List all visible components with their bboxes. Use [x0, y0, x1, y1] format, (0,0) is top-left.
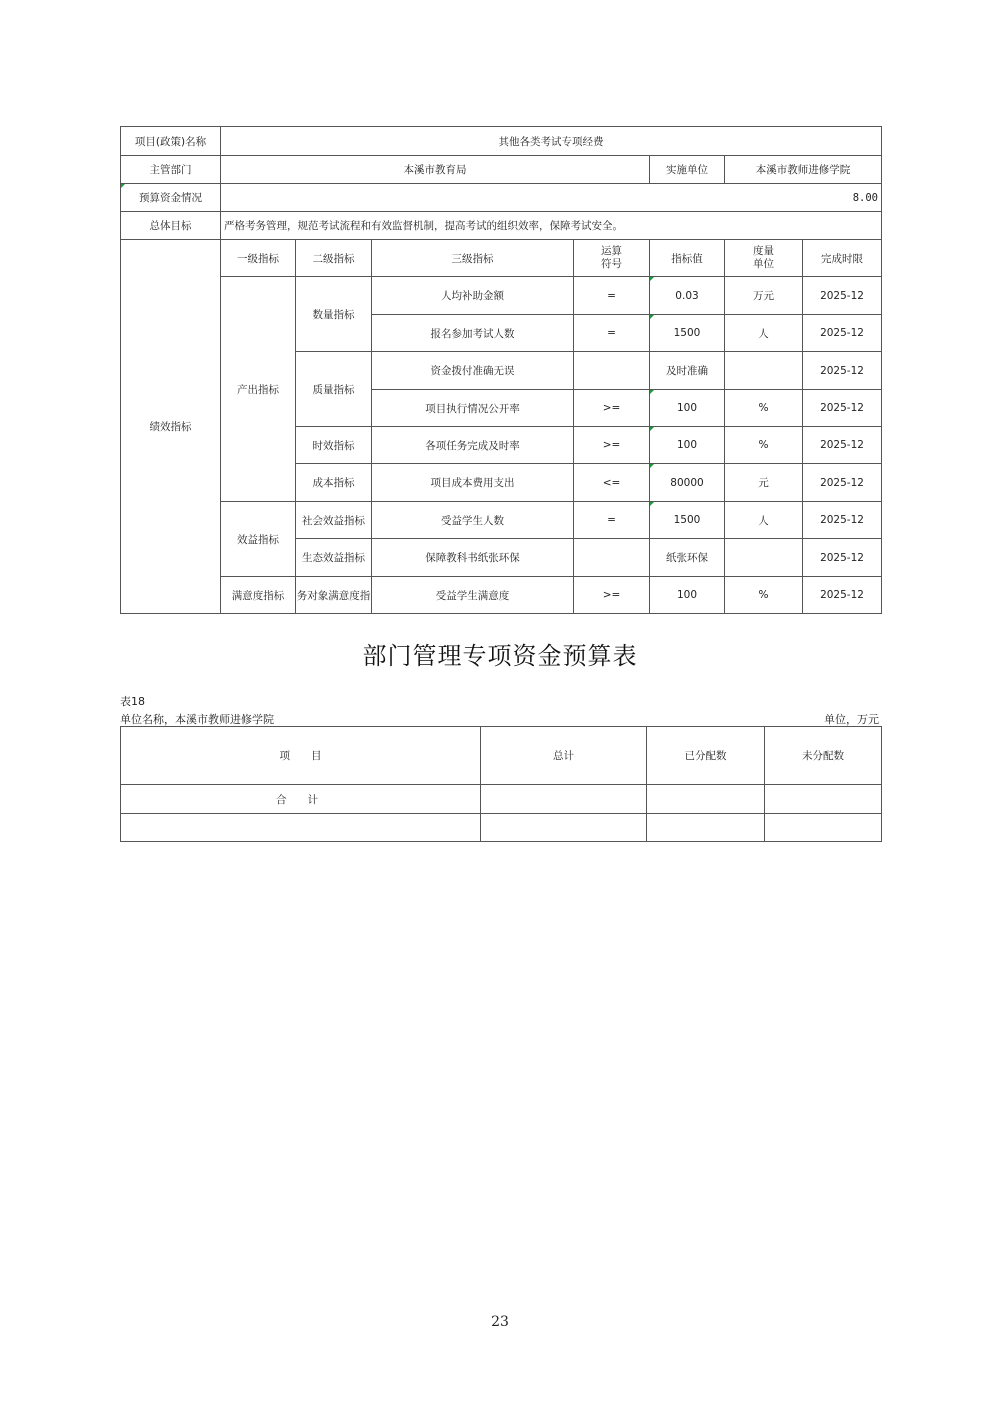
- empty-cell: [481, 814, 647, 842]
- indicator-operator: =: [574, 502, 650, 539]
- indicator-value: 100: [650, 577, 725, 614]
- group-quantity: 数量指标: [296, 277, 372, 352]
- group-quality: 质量指标: [296, 352, 372, 427]
- group-satisfaction: 满意度指标: [221, 577, 296, 614]
- budget-table: [120, 726, 882, 842]
- header-item: 项 目: [121, 727, 481, 785]
- indicator-operator: =: [574, 277, 650, 315]
- indicator-name: 保障教科书纸张环保: [372, 539, 574, 577]
- header-total: 总计: [481, 727, 647, 785]
- indicator-unit: %: [725, 390, 803, 427]
- indicator-deadline: 2025-12: [803, 427, 882, 464]
- budget-label: 预算资金情况: [121, 184, 221, 212]
- indicator-deadline: 2025-12: [803, 464, 882, 502]
- group-service-satisfaction: 务对象满意度指: [296, 577, 372, 614]
- group-eco-benefit: 生态效益指标: [296, 539, 372, 577]
- performance-indicator-table: [120, 126, 882, 614]
- header-level2: 二级指标: [296, 240, 372, 277]
- indicator-unit: %: [725, 577, 803, 614]
- unit-name: 单位名称，本溪市教师进修学院: [120, 713, 274, 726]
- indicator-name: 资金拨付准确无误: [372, 352, 574, 390]
- group-timeliness: 时效指标: [296, 427, 372, 464]
- header-level1: 一级指标: [221, 240, 296, 277]
- department-label: 主管部门: [121, 156, 221, 184]
- empty-cell: [765, 814, 882, 842]
- page-number: 23: [491, 1314, 509, 1330]
- header-unit: 度量 单位: [725, 240, 803, 277]
- unallocated-cell: [765, 785, 882, 814]
- indicator-name: 各项任务完成及时率: [372, 427, 574, 464]
- indicator-deadline: 2025-12: [803, 352, 882, 390]
- indicator-value: 1500: [650, 502, 725, 539]
- header-deadline: 完成时限: [803, 240, 882, 277]
- indicator-name: 受益学生人数: [372, 502, 574, 539]
- indicator-operator: <=: [574, 464, 650, 502]
- indicator-value: 0.03: [650, 277, 725, 315]
- total-cell: [481, 785, 647, 814]
- currency-unit: 单位，万元: [824, 713, 879, 726]
- header-unallocated: 未分配数: [765, 727, 882, 785]
- header-operator: 运算 符号: [574, 240, 650, 277]
- indicator-operator: >=: [574, 390, 650, 427]
- indicator-deadline: 2025-12: [803, 502, 882, 539]
- implementing-unit-label: 实施单位: [650, 156, 725, 184]
- total-row-label: 合 计: [121, 785, 481, 814]
- indicator-unit: 人: [725, 315, 803, 352]
- header-level3: 三级指标: [372, 240, 574, 277]
- indicator-name: 人均补助金额: [372, 277, 574, 315]
- section-title: 部门管理专项资金预算表: [362, 642, 638, 670]
- department-name: 本溪市教育局: [221, 156, 650, 184]
- indicator-name: 报名参加考试人数: [372, 315, 574, 352]
- overall-goal-text: 严格考务管理，规范考试流程和有效监督机制，提高考试的组织效率，保障考试安全。: [221, 212, 882, 240]
- indicator-operator: >=: [574, 577, 650, 614]
- indicator-deadline: 2025-12: [803, 539, 882, 577]
- indicator-operator: [574, 539, 650, 577]
- indicator-unit: 万元: [725, 277, 803, 315]
- indicator-unit: 人: [725, 502, 803, 539]
- indicator-unit: %: [725, 427, 803, 464]
- header-allocated: 已分配数: [647, 727, 765, 785]
- indicator-unit: 元: [725, 464, 803, 502]
- indicator-value: 1500: [650, 315, 725, 352]
- empty-cell: [647, 814, 765, 842]
- group-benefit: 效益指标: [221, 502, 296, 577]
- empty-cell: [121, 814, 481, 842]
- group-social-benefit: 社会效益指标: [296, 502, 372, 539]
- indicator-value: 80000: [650, 464, 725, 502]
- indicator-value: 及时准确: [650, 352, 725, 390]
- indicator-deadline: 2025-12: [803, 277, 882, 315]
- indicator-unit: [725, 539, 803, 577]
- group-output: 产出指标: [221, 277, 296, 502]
- indicator-operator: =: [574, 315, 650, 352]
- implementing-unit-name: 本溪市教师进修学院: [725, 156, 882, 184]
- project-name-label: 项目(政策)名称: [121, 127, 221, 156]
- indicator-deadline: 2025-12: [803, 390, 882, 427]
- budget-value: 8.00: [221, 184, 882, 212]
- indicator-operator: >=: [574, 427, 650, 464]
- indicator-value: 纸张环保: [650, 539, 725, 577]
- performance-indicators-label: 绩效指标: [121, 240, 221, 614]
- allocated-cell: [647, 785, 765, 814]
- overall-goal-label: 总体目标: [121, 212, 221, 240]
- indicator-name: 项目执行情况公开率: [372, 390, 574, 427]
- header-target-value: 指标值: [650, 240, 725, 277]
- indicator-value: 100: [650, 427, 725, 464]
- group-cost: 成本指标: [296, 464, 372, 502]
- table-number: 表18: [120, 695, 145, 708]
- indicator-name: 项目成本费用支出: [372, 464, 574, 502]
- indicator-value: 100: [650, 390, 725, 427]
- indicator-operator: [574, 352, 650, 390]
- project-name: 其他各类考试专项经费: [221, 127, 882, 156]
- indicator-unit: [725, 352, 803, 390]
- indicator-deadline: 2025-12: [803, 315, 882, 352]
- indicator-name: 受益学生满意度: [372, 577, 574, 614]
- indicator-deadline: 2025-12: [803, 577, 882, 614]
